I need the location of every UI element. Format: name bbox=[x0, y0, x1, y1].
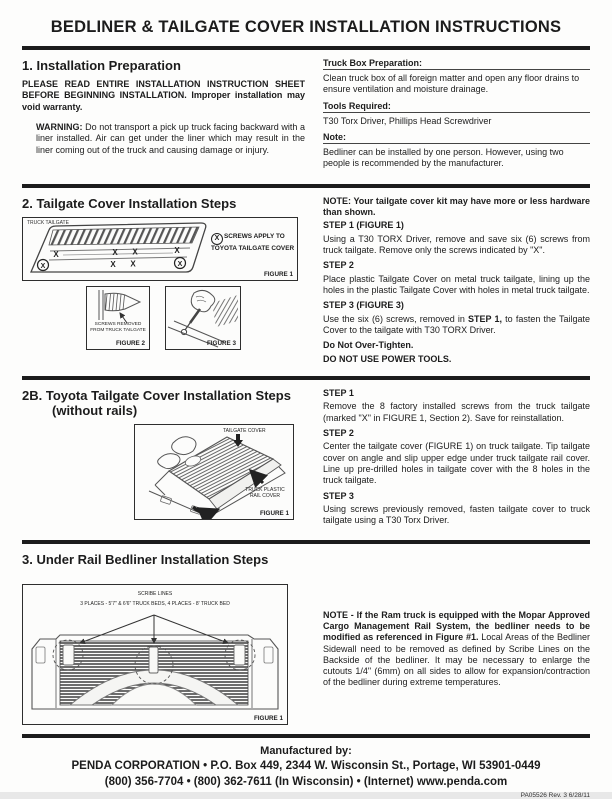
manufactured-by-label: Manufactured by: bbox=[260, 744, 352, 757]
truck-tailgate-label: TRUCK TAILGATE bbox=[27, 219, 69, 226]
section1-left-column bbox=[22, 58, 305, 175]
section-installation-preparation bbox=[22, 50, 590, 184]
figure1-tailgate-box bbox=[22, 217, 298, 281]
truck-bed-diagram bbox=[26, 609, 284, 713]
section1-intro: PLEASE READ ENTIRE INSTALLATION INSTRUCTION SHEET BEFORE BEGINNING INSTALLATION. Improper installation may void warranty. bbox=[22, 79, 305, 112]
section-tailgate-cover-steps bbox=[22, 188, 590, 376]
step-title: STEP 3 bbox=[323, 490, 354, 501]
section3-left-column bbox=[22, 552, 305, 725]
warning-label: WARNING: bbox=[36, 121, 83, 132]
note-heading: Note: bbox=[323, 132, 590, 144]
places-label: 3 PLACES - 5'7" & 6'6" TRUCK BEDS, 4 PLACES - 8' TRUCK BED bbox=[80, 600, 230, 607]
figure2-screw-box bbox=[86, 286, 150, 350]
step-title: STEP 2 bbox=[323, 427, 354, 438]
step-text: Using screws previously removed, fasten tailgate cover to truck tailgate using a T30 Torx Driver. bbox=[323, 503, 590, 526]
section3-note: NOTE - If the Ram truck is equipped with the Mopar Approved Cargo Management Rail System, the bedliner needs to be modified as referenced in Figure #1. Local Areas of the Bedliner Sidewall need to be removed as defined by Scribe Lines on the Backside of the bedliner. It may be necessary to enlarge the cutouts 1/4" (6mm) on all sides to allow for expansion/contraction of the bedliner during extreme temperatures. bbox=[323, 609, 590, 688]
figure1-caption: FIGURE 1 bbox=[253, 714, 283, 722]
do-not-overtighten-warning: Do Not Over-Tighten. bbox=[323, 340, 414, 351]
step-text: Center the tailgate cover (FIGURE 1) on truck tailgate. Tip tailgate cover on angle and slip upper edge under truck tailgate rail cover. Line up pre-drilled holes in tailgate cover with the 8 holes in the truck tailgate. bbox=[323, 441, 590, 486]
document-reference: PA05526 Rev. 3 6/28/11 bbox=[520, 791, 590, 799]
section1-heading: 1. Installation Preparation bbox=[22, 58, 181, 73]
section2-note: NOTE: Your tailgate cover kit may have more or less hardware than shown. bbox=[323, 195, 590, 217]
section2b-left-column bbox=[22, 388, 305, 531]
section-under-rail-bedliner-steps bbox=[22, 544, 590, 734]
figure3-caption: FIGURE 3 bbox=[206, 339, 236, 347]
step-title: STEP 2 bbox=[323, 260, 354, 271]
step-text: Use the six (6) screws, removed in STEP 1, to fasten the Tailgate Cover to the tailgate with T30 TORX Driver. bbox=[323, 313, 590, 335]
section1-warning bbox=[36, 122, 305, 156]
section1-right-column bbox=[323, 58, 590, 175]
section2b-right-column bbox=[323, 388, 590, 531]
screw-diagram bbox=[87, 287, 149, 325]
figure3-hand-box bbox=[165, 286, 241, 350]
step-text: Remove the 8 factory installed screws from the truck tailgate (marked "X" in FIGURE 1, Section 2). Save for reinstallation. bbox=[323, 401, 590, 423]
figure1-toyota-cover-box bbox=[134, 424, 294, 520]
section2-heading: 2. Tailgate Cover Installation Steps bbox=[22, 195, 237, 211]
section3-right-column bbox=[323, 552, 590, 725]
step-title: STEP 3 (FIGURE 3) bbox=[323, 300, 404, 311]
manufacturer-address: PENDA CORPORATION • P.O. Box 449, 2344 W. Wisconsin St., Portage, WI 53901-0449 bbox=[71, 759, 541, 772]
note-text: Bedliner can be installed by one person. However, using two people is recommended by the manufacturer. bbox=[323, 146, 564, 169]
x-mark: X bbox=[53, 249, 59, 259]
x-mark: X bbox=[130, 259, 136, 269]
section3-heading: 3. Under Rail Bedliner Installation Steps bbox=[22, 551, 269, 567]
tools-required-heading: Tools Required: bbox=[323, 101, 590, 113]
toyota-cover-diagram bbox=[135, 425, 293, 519]
figure1-caption: FIGURE 1 bbox=[263, 270, 293, 278]
x-mark: X bbox=[174, 245, 180, 255]
divider bbox=[22, 734, 590, 738]
warning-text: Do not transport a pick up truck facing backward with a liner installed. Air can get under the liner which may result in the liner coming out of the truck and causing damage or injury. bbox=[36, 121, 305, 155]
tools-required-text: T30 Torx Driver, Phillips Head Screwdriver bbox=[323, 115, 492, 126]
tailgate-diagram bbox=[23, 218, 211, 280]
tailgate-cover-label: TAILGATE COVER bbox=[223, 427, 266, 434]
truck-plastic-rail-cover-label: TRUCK PLASTIC RAIL COVER bbox=[245, 486, 285, 500]
figure1-caption: FIGURE 1 bbox=[259, 509, 289, 517]
scribe-lines-label: SCRIBE LINES bbox=[137, 590, 173, 597]
footer bbox=[22, 734, 590, 799]
section2-left-column bbox=[22, 196, 305, 367]
x-mark: X bbox=[132, 247, 138, 257]
truck-box-prep-text: Clean truck box of all foreign matter and open any floor drains to ensure ventilation and moisture drainage. bbox=[323, 73, 580, 95]
screws-apply-note: X SCREWS APPLY TO TOYOTA TAILGATE COVER bbox=[211, 232, 295, 252]
section-toyota-tailgate-steps bbox=[22, 380, 590, 540]
section2b-heading: 2B. Toyota Tailgate Cover Installation Steps (without rails) bbox=[22, 387, 291, 418]
screws-removed-label: SCREWS REMOVED FROM TRUCK TAILGATE bbox=[90, 321, 146, 333]
truck-box-prep-heading: Truck Box Preparation: bbox=[323, 58, 590, 70]
figure2-caption: FIGURE 2 bbox=[115, 339, 145, 347]
section2-right-column bbox=[323, 196, 590, 367]
figures-2-3-row bbox=[22, 286, 305, 350]
no-power-tools-warning: DO NOT USE POWER TOOLS. bbox=[323, 353, 452, 364]
circled-x-icon: X bbox=[211, 233, 223, 245]
x-mark: X bbox=[112, 247, 118, 257]
manufacturer-contact: (800) 356-7704 • (800) 362-7611 (In Wisconsin) • (Internet) www.penda.com bbox=[104, 775, 508, 788]
x-mark: X bbox=[110, 259, 116, 269]
circled-x-icon: X bbox=[40, 262, 46, 270]
figure1-bedliner-box bbox=[22, 584, 288, 725]
step-title: STEP 1 bbox=[323, 387, 354, 398]
step-title: STEP 1 (FIGURE 1) bbox=[323, 220, 404, 231]
circled-x-icon: X bbox=[177, 260, 183, 268]
page-title: BEDLINER & TAILGATE COVER INSTALLATION INSTRUCTIONS bbox=[50, 18, 562, 36]
step-text: Place plastic Tailgate Cover on metal truck tailgate, lining up the holes in the plastic Tailgate Cover with holes in metal truck tailgate. bbox=[323, 273, 590, 295]
step-text: Using a T30 TORX Driver, remove and save six (6) screws from truck tailgate. Remove only the screws indicated by "X". bbox=[323, 233, 590, 255]
